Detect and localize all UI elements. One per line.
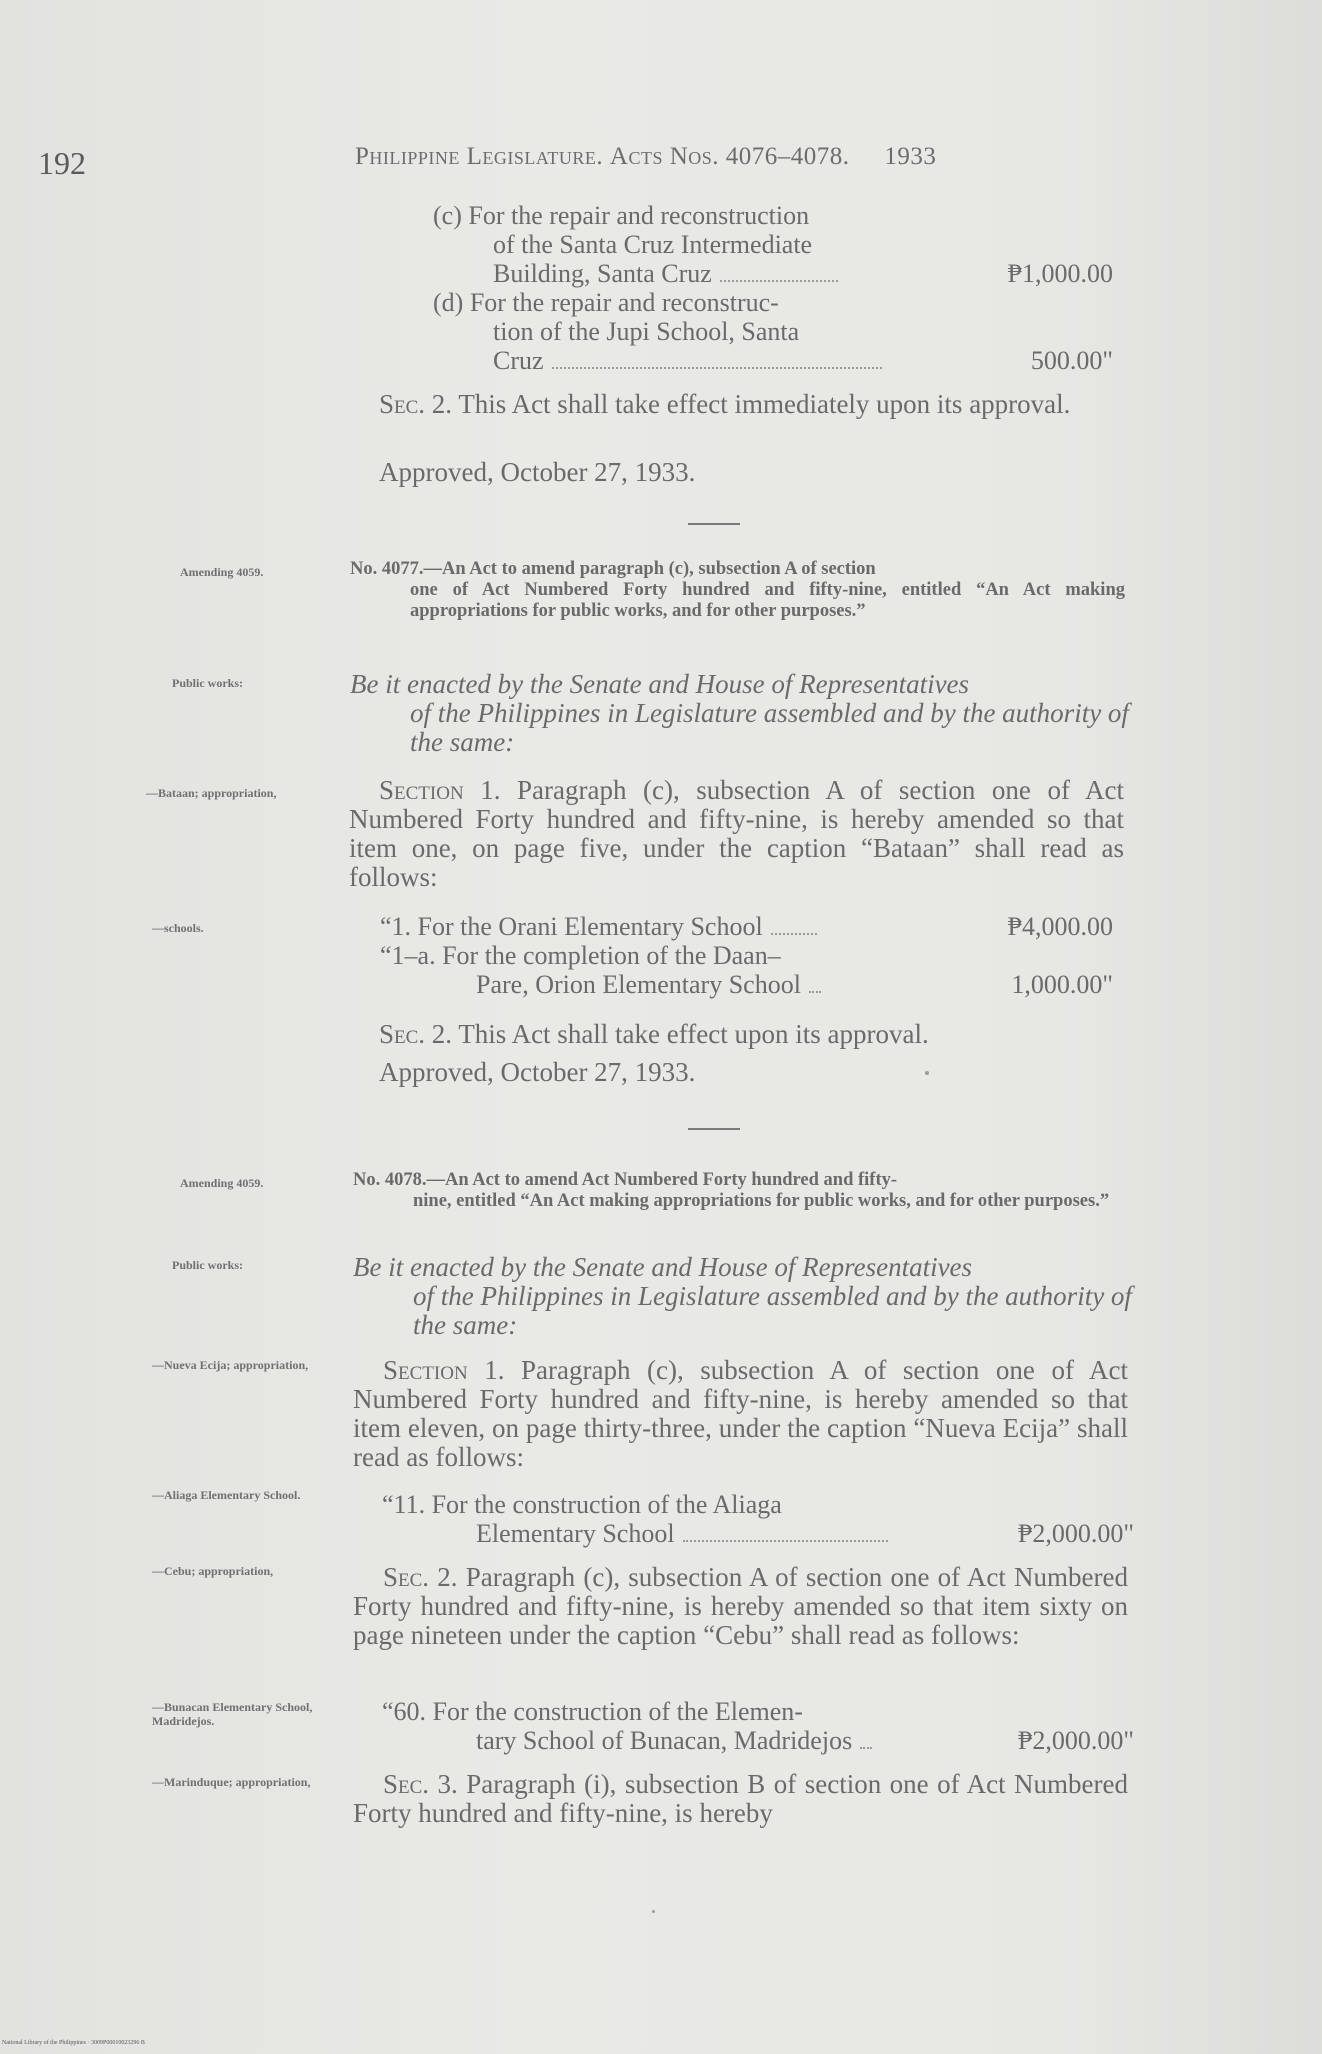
leader-dots <box>771 933 817 935</box>
enact-rest: of the Philippines in Legislature assembled and by the authority of the same: <box>413 1281 1132 1340</box>
act4077-section-2 <box>349 1020 1124 1049</box>
running-head <box>355 143 936 171</box>
margin-note-bataan: —Bataan; appropriation, <box>146 786 277 800</box>
running-head-year: 1933 <box>884 143 937 170</box>
item11-amount: ₱2,000.00" <box>1017 1519 1134 1548</box>
act4076-section-2 <box>349 390 1124 419</box>
item-c-line2: of the Santa Cruz Intermediate <box>493 230 813 259</box>
act4078-title <box>353 1170 1128 1212</box>
sec-text: Paragraph (c), subsection A of section one of Act Numbered Forty hundred and fifty-nine, is hereby amended so that item eleven, on page thirty-three, under the caption “Nueva Ecija” shall read as follows: <box>353 1355 1128 1472</box>
act4077-items <box>380 912 1113 999</box>
sec-label: Sec. 3. <box>383 1769 458 1799</box>
title-line1: No. 4078.—An Act to amend Act Numbered Forty hundred and fifty- <box>353 1170 898 1190</box>
item-d-line1: (d) For the repair and reconstruc- <box>433 288 779 317</box>
margin-note-public-works: Public works: <box>172 676 244 690</box>
item60-line2: tary School of Bunacan, Madridejos <box>476 1726 853 1755</box>
sec-label: Sec. 2. <box>383 1562 458 1592</box>
section-divider <box>688 1128 740 1130</box>
margin-note-amending: Amending 4059. <box>180 1176 264 1190</box>
item-d-line3: Cruz <box>493 346 544 375</box>
title-rest: nine, entitled “An Act making appropriations for public works, and for other purposes.” <box>413 1191 1110 1211</box>
section-divider <box>688 523 740 525</box>
running-head-acts: Acts Nos. 4076–4078. <box>609 143 850 170</box>
act4078-item-11 <box>382 1490 1134 1548</box>
leader-dots <box>683 1540 888 1542</box>
margin-note-amending: Amending 4059. <box>180 565 264 579</box>
paper-speck <box>925 1071 929 1075</box>
act4077-title <box>350 559 1125 622</box>
sec-text: Paragraph (c), subsection A of section one of Act Numbered Forty hundred and fifty-nine, is hereby amended so that item sixty on page nineteen under the caption “Cebu” shall read as follows: <box>353 1562 1129 1650</box>
item1-text: “1. For the Orani Elementary School <box>380 912 763 941</box>
act4078-section-3 <box>353 1770 1128 1828</box>
page-number: 192 <box>38 145 86 181</box>
enact-line1: Be it enacted by the Senate and House of Representatives <box>353 1252 973 1282</box>
title-rest: one of Act Numbered Forty hundred and fifty-nine, entitled “An Act making appropriations for public works, and for other purposes.” <box>410 580 1125 621</box>
margin-note-aliaga: —Aliaga Elementary School. <box>152 1488 301 1502</box>
item60-amount: ₱2,000.00" <box>1017 1726 1134 1755</box>
sec-label: Sec. 2. <box>379 389 453 419</box>
sec-text: Paragraph (i), subsection B of section one of Act Numbered Forty hundred and fifty-nine, is hereby <box>353 1769 1129 1828</box>
sec-text: This Act shall take effect immediately upon its approval. <box>458 389 1071 419</box>
margin-note-marinduque: —Marinduque; appropriation, <box>152 1775 311 1789</box>
running-head-title: Philippine Legislature. <box>355 143 604 170</box>
enact-line1: Be it enacted by the Senate and House of Representatives <box>350 669 970 699</box>
item-c-line3: Building, Santa Cruz <box>493 259 712 288</box>
act4078-section-1 <box>353 1356 1128 1472</box>
leader-dots <box>860 1747 872 1749</box>
item60-line1: “60. For the construction of the Elemen- <box>382 1697 803 1726</box>
item1a-line1: “1–a. For the completion of the Daan– <box>380 941 781 970</box>
margin-note-schools: —schools. <box>152 921 204 935</box>
paper-speck <box>652 1910 655 1913</box>
act4077-approved: Approved, October 27, 1933. <box>379 1057 696 1087</box>
scan-footer: National Library of the Philippines · 3009P00010023296 B <box>2 2040 145 2046</box>
leader-dots <box>720 280 838 282</box>
margin-note-cebu: —Cebu; appropriation, <box>152 1564 274 1578</box>
act4077-enacting-clause <box>350 670 1130 757</box>
sec-label: Section 1. <box>383 1355 505 1385</box>
sec-label: Section 1. <box>379 775 501 805</box>
act4077-section-1 <box>349 776 1124 892</box>
margin-note-public-works: Public works: <box>172 1258 244 1272</box>
item1-amount: ₱4,000.00 <box>1007 912 1113 941</box>
act4078-item-60 <box>382 1697 1134 1755</box>
item1a-line2: Pare, Orion Elementary School <box>476 970 801 999</box>
title-line1: No. 4077.—An Act to amend paragraph (c), subsection A of section <box>350 559 876 579</box>
leader-dots <box>809 991 821 993</box>
act4076-items <box>433 201 1113 375</box>
enact-rest: of the Philippines in Legislature assembled and by the authority of the same: <box>410 698 1129 757</box>
sec-label: Sec. 2. <box>379 1019 453 1049</box>
sec-text: This Act shall take effect upon its approval. <box>458 1019 929 1049</box>
act4078-section-2 <box>353 1563 1128 1650</box>
item11-line2: Elementary School <box>476 1519 675 1548</box>
item-c-amount: ₱1,000.00 <box>1007 259 1113 288</box>
act4076-approved: Approved, October 27, 1933. <box>379 457 696 487</box>
sec-text: Paragraph (c), subsection A of section one of Act Numbered Forty hundred and fifty-nine, is hereby amended so that item one, on page five, under the caption “Bataan” shall read as follows: <box>349 775 1124 892</box>
item-c-line1: (c) For the repair and reconstruction <box>433 201 810 230</box>
item1a-amount: 1,000.00" <box>1011 970 1113 999</box>
item-d-amount: 500.00" <box>1030 346 1113 375</box>
act4078-enacting-clause <box>353 1253 1133 1340</box>
margin-note-bunacan: —Bunacan Elementary School, Madridejos. <box>152 1700 313 1728</box>
margin-note-nueva-ecija: —Nueva Ecija; appropriation, <box>152 1358 309 1372</box>
item11-line1: “11. For the construction of the Aliaga <box>382 1490 782 1519</box>
leader-dots <box>552 367 882 369</box>
item-d-line2: tion of the Jupi School, Santa <box>493 317 800 346</box>
